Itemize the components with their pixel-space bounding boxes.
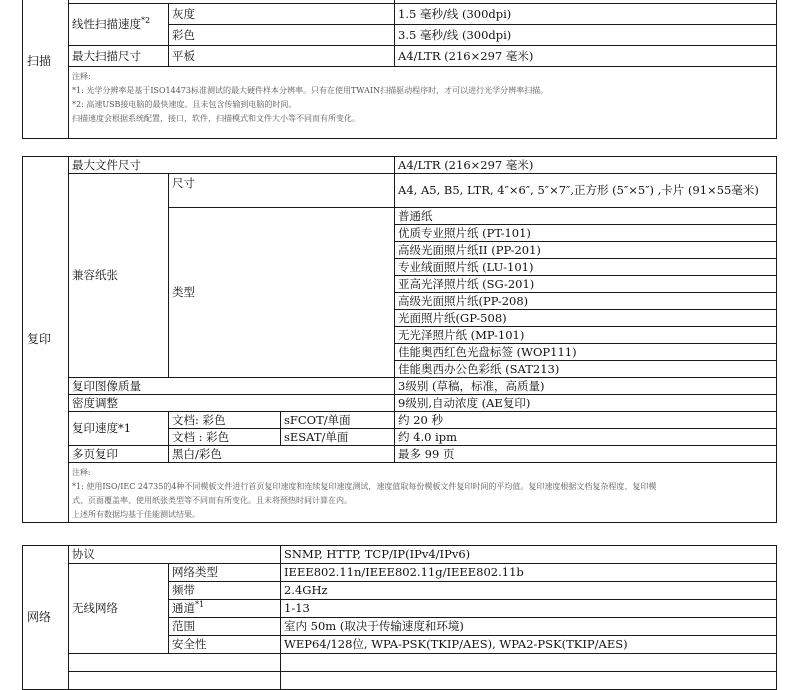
wireless-param-value: 1-13	[281, 600, 777, 618]
speed-doc-label: 文档: 彩色	[169, 412, 281, 429]
paper-type-item: 光面照片纸(GP-508)	[395, 310, 777, 327]
density-row	[23, 395, 777, 412]
wireless-param-value: WEP64/128位, WPA-PSK(TKIP/AES), WPA2-PSK(TKIP/AES)	[281, 636, 777, 654]
gray-value: 1.5 毫秒/线 (300dpi)	[395, 4, 777, 25]
speed-doc-label: 文档 : 彩色	[169, 429, 281, 446]
network-overflow-row	[23, 672, 777, 690]
network-category: 网络	[23, 546, 69, 690]
copy-spec-table	[22, 156, 777, 523]
max-file-value: A4/LTR (216×297 毫米)	[395, 157, 777, 174]
type-label: 类型	[169, 208, 395, 378]
paper-type-item: 无光泽照片纸 (MP-101)	[395, 327, 777, 344]
wireless-param-label: 网络类型	[169, 564, 281, 582]
wireless-param-value: 2.4GHz	[281, 582, 777, 600]
copy-notes-row	[23, 463, 777, 523]
paper-size-row	[23, 174, 777, 208]
paper-type-item: 高级光面照片纸(PP-208)	[395, 293, 777, 310]
scan-notes: 注释: *1: 光学分辨率是基于ISO14473标准测试的最大硬件样本分辨率。只有在使用TWAIN扫描驱动程序时，才可以进行光学分辨率扫描。 *2: 高速USB接电脑的最快速度。且未包含传输到电脑的时间。 扫描速度会根据系统配置，接口，软件，扫描模式和文件大小等不同而有所变化。	[69, 67, 777, 139]
paper-type-item: 专业绒面照片纸 (LU-101)	[395, 259, 777, 276]
wireless-row	[23, 564, 777, 582]
paper-type-item: 普通纸	[395, 208, 777, 225]
paper-label: 兼容纸张	[69, 174, 169, 378]
scan-notes-row	[23, 67, 777, 139]
color-value: 3.5 毫秒/线 (300dpi)	[395, 25, 777, 46]
paper-type-item: 佳能奥西红色光盘标签 (WOP111)	[395, 344, 777, 361]
flatbed-label: 平板	[169, 46, 395, 67]
speed-value: 约 4.0 ipm	[395, 429, 777, 446]
max-scan-size-label: 最大扫描尺寸	[69, 46, 169, 67]
copy-notes: 注释: *1: 使用ISO/IEC 24735的4种不同模板文件进行首页复印速度和连续复印速度测试，速度值取每份模板文件复印时间的平均值。复印速度根据文档复杂程度、复印模 式、页面覆盖率、使用纸张类型等不同而有所变化。且未将预热时间计算在内。 上述所有数据均基于佳能测试结果。	[69, 463, 777, 523]
quality-value: 3级别 (草稿，标准，高质量)	[395, 378, 777, 395]
copy-speed-label: 复印速度*1	[69, 412, 169, 446]
gray-label: 灰度	[169, 4, 395, 25]
protocol-label: 协议	[69, 546, 281, 564]
wireless-param-label: 安全性	[169, 636, 281, 654]
color-label: 彩色	[169, 25, 395, 46]
speed-metric-label: sESAT/单面	[281, 429, 395, 446]
wireless-label: 无线网络	[69, 564, 169, 654]
scan-max-size-row	[23, 46, 777, 67]
copy-category: 复印	[23, 157, 69, 523]
paper-type-item: 高级光面照片纸II (PP-201)	[395, 242, 777, 259]
quality-row	[23, 378, 777, 395]
wireless-param-value: IEEE802.11n/IEEE802.11g/IEEE802.11b	[281, 564, 777, 582]
protocol-value: SNMP, HTTP, TCP/IP(IPv4/IPv6)	[281, 546, 777, 564]
density-label: 密度调整	[69, 395, 395, 412]
size-value: A4, A5, B5, LTR, 4″×6″, 5″×7″,正方形 (5″×5″) ,卡片 (91×55毫米)	[395, 174, 777, 208]
protocol-row	[23, 546, 777, 564]
wireless-param-label: 范围	[169, 618, 281, 636]
paper-type-item: 亚高光泽照片纸 (SG-201)	[395, 276, 777, 293]
linear-speed-label: 线性扫描速度$^{*2}$	[69, 4, 169, 46]
max-file-label: 最大文件尺寸	[69, 157, 395, 174]
multi-copy-label: 多页复印	[69, 446, 169, 463]
network-spec-table	[22, 545, 777, 690]
multi-copy-row	[23, 446, 777, 463]
wireless-param-value: 室内 50m (取决于传输速度和环境)	[281, 618, 777, 636]
speed-metric-label: sFCOT/单面	[281, 412, 395, 429]
size-label: 尺寸	[169, 174, 395, 208]
paper-type-item: 优质专业照片纸 (PT-101)	[395, 225, 777, 242]
scan-category: 扫描	[23, 0, 69, 139]
paper-type-item: 佳能奥西办公色彩纸 (SAT213)	[395, 361, 777, 378]
multi-copy-value: 最多 99 页	[395, 446, 777, 463]
speed-value: 约 20 秒	[395, 412, 777, 429]
multi-copy-mode: 黑白/彩色	[169, 446, 395, 463]
copy-speed-row	[23, 412, 777, 429]
scan-spec-table	[22, 0, 777, 139]
wireless-param-label: 通道$^{*1}$	[169, 600, 281, 618]
max-scan-size-value: A4/LTR (216×297 毫米)	[395, 46, 777, 67]
max-file-row	[23, 157, 777, 174]
quality-label: 复印图像质量	[69, 378, 395, 395]
wireless-param-label: 频带	[169, 582, 281, 600]
scan-gray-row	[23, 4, 777, 25]
density-value: 9级别,自动浓度 (AE复印)	[395, 395, 777, 412]
